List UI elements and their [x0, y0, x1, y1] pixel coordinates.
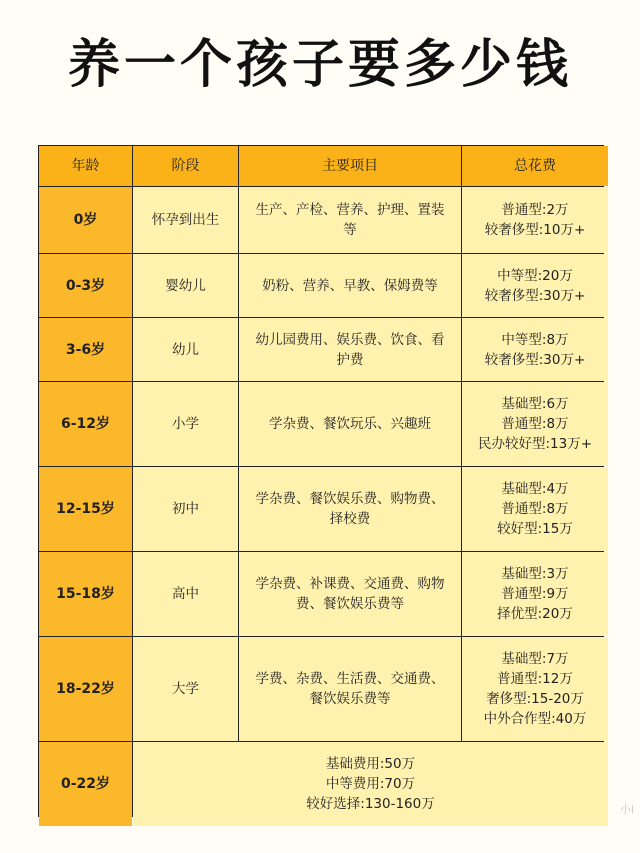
items-line: 学费、杂费、生活费、交通费、 — [255, 671, 445, 687]
summary-line: 中等费用:70万 — [325, 776, 416, 792]
row-age: 0-3岁 — [39, 254, 132, 317]
cost-line: 较奢侈型:10万+ — [484, 222, 586, 238]
summary-age: 0-22岁 — [39, 742, 132, 826]
cost-line: 基础型:3万 — [501, 566, 569, 582]
items-line: 奶粉、营养、早教、保姆费等 — [262, 277, 438, 294]
header-stage: 阶段 — [133, 146, 238, 186]
cost-line: 普通型:9万 — [501, 586, 569, 602]
row-stage: 婴幼儿 — [133, 254, 238, 317]
row-items — [239, 637, 461, 741]
items-line: 择校费 — [329, 511, 371, 527]
cost-line: 普通型:12万 — [497, 671, 573, 687]
row-age: 18-22岁 — [39, 637, 132, 741]
row-age: 15-18岁 — [39, 552, 132, 636]
summary-line: 基础费用:50万 — [325, 756, 416, 772]
items-line: 学杂费、餐饮玩乐、兴趣班 — [269, 416, 431, 432]
row-stage: 初中 — [133, 467, 238, 551]
row-stage: 幼儿 — [133, 318, 238, 381]
cost-line: 奢侈型:15-20万 — [486, 691, 584, 707]
row-stage: 大学 — [133, 637, 238, 741]
row-age: 0岁 — [39, 187, 132, 253]
items-line: 等 — [343, 222, 357, 238]
row-cost — [462, 467, 608, 551]
row-cost — [462, 254, 608, 317]
row-age: 6-12岁 — [39, 382, 132, 466]
items-line: 餐饮娱乐费等 — [309, 691, 391, 707]
header-age: 年龄 — [39, 146, 132, 186]
cost-line: 普通型:8万 — [501, 416, 569, 432]
items-line: 费、餐饮娱乐费等 — [296, 596, 404, 612]
row-stage: 小学 — [133, 382, 238, 466]
cost-line: 中等型:20万 — [497, 267, 573, 284]
row-items — [239, 254, 461, 317]
cost-line: 较奢侈型:30万+ — [484, 351, 586, 368]
row-age: 12-15岁 — [39, 467, 132, 551]
cost-line: 普通型:2万 — [501, 202, 569, 218]
row-stage: 高中 — [133, 552, 238, 636]
items-line: 护费 — [336, 351, 364, 368]
row-items — [239, 552, 461, 636]
cost-line: 普通型:8万 — [501, 501, 569, 517]
cost-line: 择优型:20万 — [497, 606, 573, 622]
items-line: 学杂费、餐饮娱乐费、购物费、 — [255, 491, 445, 507]
cost-table — [38, 145, 604, 817]
row-cost — [462, 382, 608, 466]
row-stage: 怀孕到出生 — [133, 187, 238, 253]
row-items — [239, 467, 461, 551]
page-title: 养一个孩子要多少钱 — [67, 35, 572, 95]
header-items: 主要项目 — [239, 146, 461, 186]
cost-line: 民办较好型:13万+ — [477, 436, 593, 452]
row-items — [239, 187, 461, 253]
row-age: 3-6岁 — [39, 318, 132, 381]
items-line: 幼儿园费用、娱乐费、饮食、看 — [255, 331, 445, 348]
cost-line: 基础型:7万 — [501, 651, 569, 667]
cost-line: 较奢侈型:30万+ — [484, 287, 586, 304]
cost-line: 较好型:15万 — [497, 521, 573, 537]
row-cost — [462, 637, 608, 741]
cost-line: 基础型:4万 — [501, 481, 569, 497]
row-items — [239, 382, 461, 466]
items-line: 学杂费、补课费、交通费、购物 — [255, 576, 445, 592]
row-items — [239, 318, 461, 381]
summary-line: 较好选择:130-160万 — [306, 796, 435, 812]
cost-line: 中外合作型:40万 — [483, 711, 587, 727]
header-cost: 总花费 — [462, 146, 608, 186]
row-cost — [462, 552, 608, 636]
watermark: 小i — [619, 803, 634, 816]
row-cost — [462, 187, 608, 253]
cost-line: 基础型:6万 — [501, 396, 569, 412]
summary-cell — [133, 742, 608, 826]
cost-line: 中等型:8万 — [501, 331, 569, 348]
items-line: 生产、产检、营养、护理、置装 — [255, 202, 445, 218]
row-cost — [462, 318, 608, 381]
